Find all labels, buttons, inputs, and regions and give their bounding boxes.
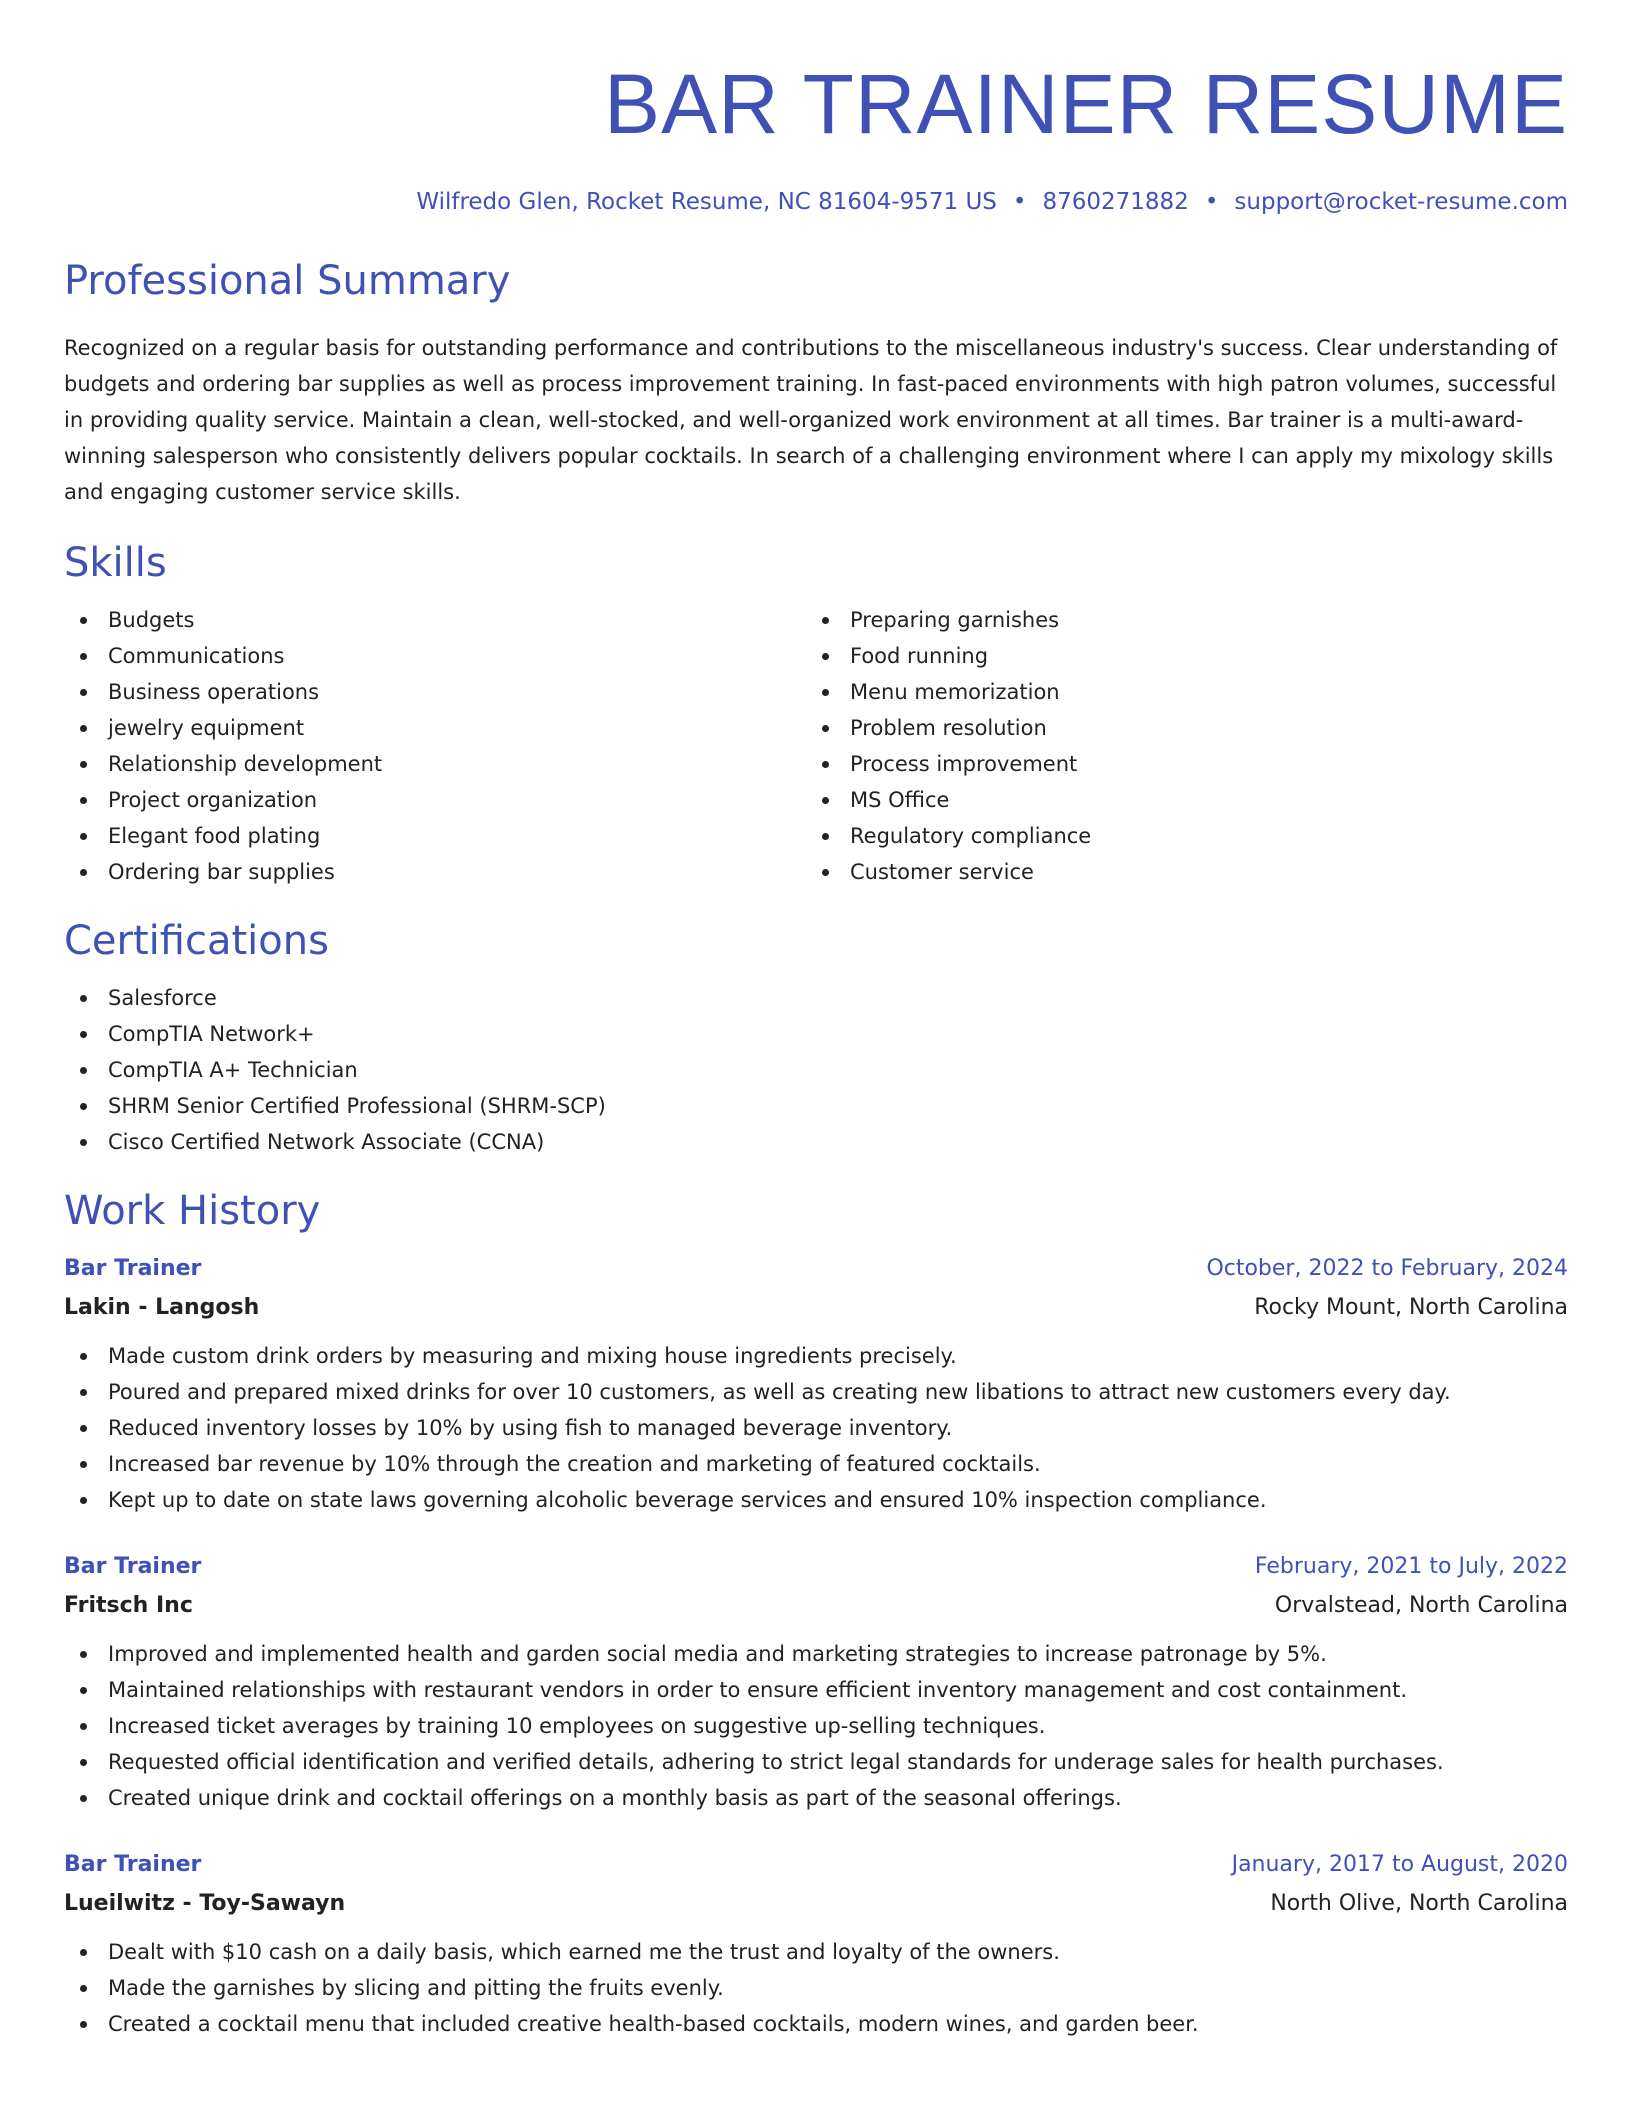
skill-item: Customer service	[806, 854, 1548, 890]
duty-item: Made the garnishes by slicing and pitting the fruits evenly.	[64, 1970, 1568, 2006]
contact-address: Wilfredo Glen, Rocket Resume, NC 81604-9571 US	[416, 189, 997, 215]
skill-item: Problem resolution	[806, 710, 1548, 746]
skill-item: Menu memorization	[806, 674, 1548, 710]
job-subheader	[64, 1288, 1568, 1328]
certification-item: CompTIA A+ Technician	[64, 1052, 1568, 1088]
certification-item: SHRM Senior Certified Professional (SHRM-SCP)	[64, 1088, 1568, 1124]
resume-page	[64, 0, 1568, 2042]
job-entry	[64, 1548, 1568, 1816]
contact-phone: 8760271882	[1042, 189, 1189, 215]
skills-column-right	[806, 602, 1548, 890]
duty-item: Dealt with $10 cash on a daily basis, which earned me the trust and loyalty of the owners.	[64, 1934, 1568, 1970]
job-location: Orvalstead, North Carolina	[1274, 1593, 1568, 1618]
duty-item: Made custom drink orders by measuring and mixing house ingredients precisely.	[64, 1338, 1568, 1374]
duty-item: Requested official identification and verified details, adhering to strict legal standards for underage sales for health purchases.	[64, 1744, 1568, 1780]
job-title: Bar Trainer	[64, 1256, 202, 1281]
skill-item: Communications	[64, 638, 806, 674]
certifications-list	[64, 980, 1568, 1160]
job-subheader	[64, 1586, 1568, 1626]
resume-title: BAR TRAINER RESUME	[604, 57, 1568, 151]
skill-item: Regulatory compliance	[806, 818, 1548, 854]
contact-separator: •	[1012, 189, 1027, 215]
duty-item: Kept up to date on state laws governing alcoholic beverage services and ensured 10% inspection compliance.	[64, 1482, 1568, 1518]
certifications-heading: Certifications	[64, 918, 329, 964]
job-duties	[64, 1338, 1568, 1518]
contact-separator: •	[1204, 189, 1219, 215]
certification-item: Salesforce	[64, 980, 1568, 1016]
duty-item: Created unique drink and cocktail offerings on a monthly basis as part of the seasonal offerings.	[64, 1780, 1568, 1816]
job-duties	[64, 1934, 1568, 2042]
job-location: Rocky Mount, North Carolina	[1254, 1295, 1568, 1320]
skill-item: Project organization	[64, 782, 806, 818]
skills-heading: Skills	[64, 540, 167, 586]
skill-item: Process improvement	[806, 746, 1548, 782]
job-company: Fritsch Inc	[64, 1593, 193, 1618]
skill-item: Budgets	[64, 602, 806, 638]
job-company: Lueilwitz - Toy-Sawayn	[64, 1891, 346, 1916]
job-header	[64, 1846, 1568, 1884]
skill-item: jewelry equipment	[64, 710, 806, 746]
contact-email: support@rocket-resume.com	[1234, 189, 1568, 215]
skill-item: MS Office	[806, 782, 1548, 818]
duty-item: Increased bar revenue by 10% through the creation and marketing of featured cocktails.	[64, 1446, 1568, 1482]
job-location: North Olive, North Carolina	[1270, 1891, 1568, 1916]
skill-item: Business operations	[64, 674, 806, 710]
job-company: Lakin - Langosh	[64, 1295, 260, 1320]
contact-line	[64, 188, 1568, 216]
job-title: Bar Trainer	[64, 1852, 202, 1877]
duty-item: Poured and prepared mixed drinks for over 10 customers, as well as creating new libations to attract new customers every day.	[64, 1374, 1568, 1410]
job-title: Bar Trainer	[64, 1554, 202, 1579]
certification-item: Cisco Certified Network Associate (CCNA)	[64, 1124, 1568, 1160]
skill-item: Preparing garnishes	[806, 602, 1548, 638]
work-history-heading: Work History	[64, 1188, 321, 1234]
skills-list	[64, 602, 1568, 890]
duty-item: Reduced inventory losses by 10% by using fish to managed beverage inventory.	[64, 1410, 1568, 1446]
skill-item: Food running	[806, 638, 1548, 674]
duty-item: Increased ticket averages by training 10 employees on suggestive up-selling techniques.	[64, 1708, 1568, 1744]
duty-item: Created a cocktail menu that included creative health-based cocktails, modern wines, and garden beer.	[64, 2006, 1568, 2042]
summary-text: Recognized on a regular basis for outstanding performance and contributions to the miscellaneous industry's success. Clear understanding of budgets and ordering bar supplies as well as process improvement training. In fast-paced environments with high patron volumes, successful in providing quality service. Maintain a clean, well-stocked, and well-organized work environment at all times. Bar trainer is a multi-award-winning salesperson who consistently delivers popular cocktails. In search of a challenging environment where I can apply my mixology skills and engaging customer service skills.	[64, 336, 1558, 504]
job-duties	[64, 1636, 1568, 1816]
duty-item: Improved and implemented health and garden social media and marketing strategies to increase patronage by 5%.	[64, 1636, 1568, 1672]
job-dates: February, 2021 to July, 2022	[1254, 1554, 1568, 1579]
skill-item: Ordering bar supplies	[64, 854, 806, 890]
job-entry	[64, 1250, 1568, 1518]
job-entry	[64, 1846, 1568, 2042]
job-header	[64, 1250, 1568, 1288]
summary-heading: Professional Summary	[64, 258, 511, 304]
skill-item: Elegant food plating	[64, 818, 806, 854]
job-dates: October, 2022 to February, 2024	[1206, 1256, 1568, 1281]
skills-column-left	[64, 602, 806, 890]
certification-item: CompTIA Network+	[64, 1016, 1568, 1052]
skill-item: Relationship development	[64, 746, 806, 782]
duty-item: Maintained relationships with restaurant vendors in order to ensure efficient inventory management and cost containment.	[64, 1672, 1568, 1708]
job-dates: January, 2017 to August, 2020	[1231, 1852, 1568, 1877]
job-header	[64, 1548, 1568, 1586]
job-subheader	[64, 1884, 1568, 1924]
